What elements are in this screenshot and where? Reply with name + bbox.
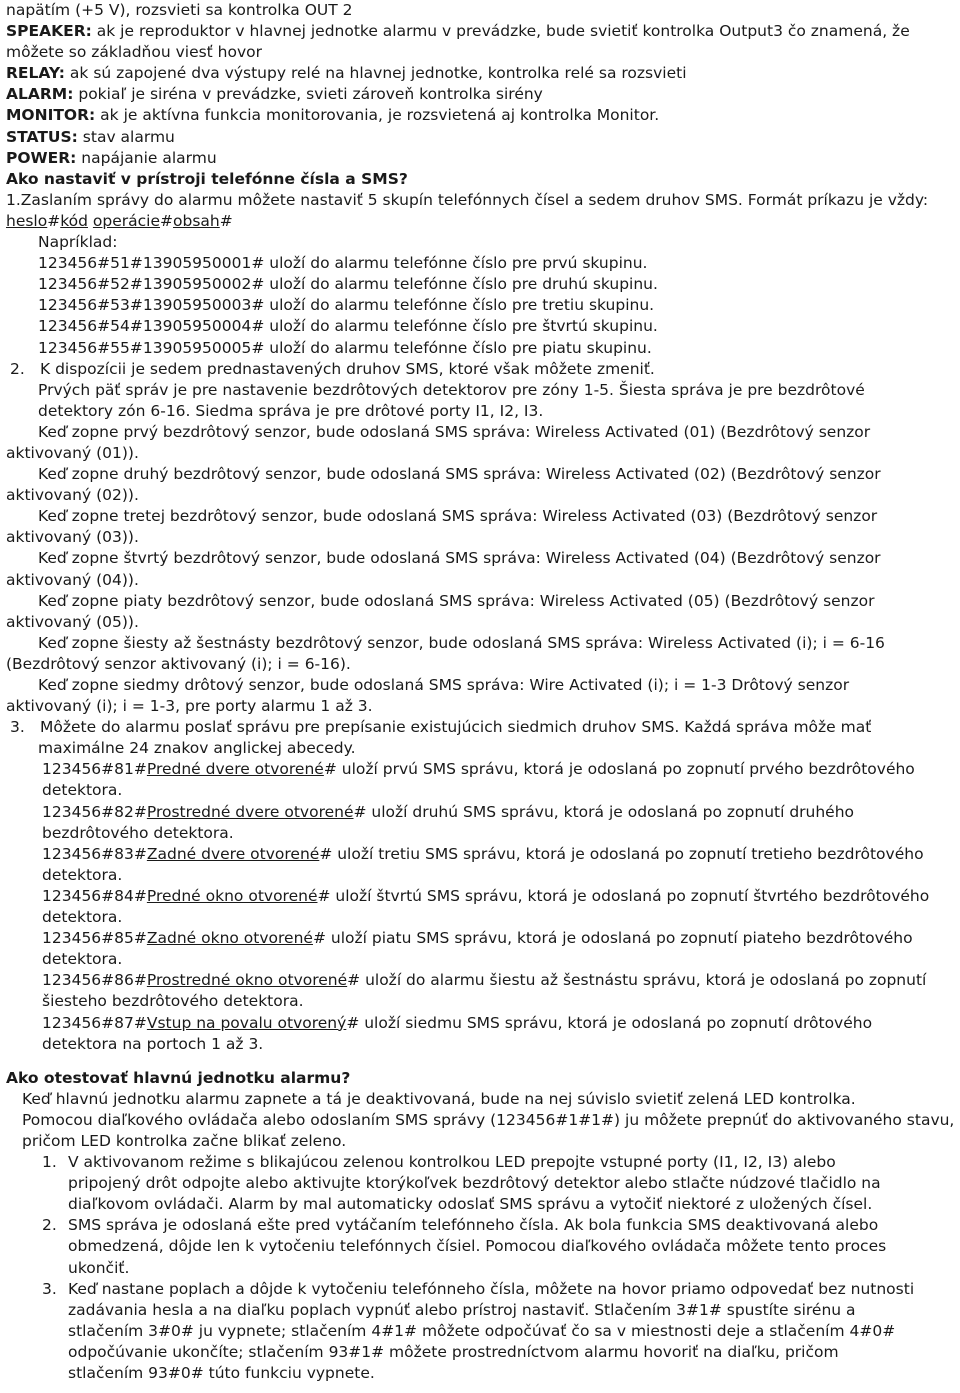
sms-command-cont: detektora. bbox=[42, 781, 123, 800]
item-text: V aktivovanom režime s blikajúcou zelenou kontrolkou LED prepojte vstupné porty (I1, I2, I3) alebo bbox=[68, 1153, 836, 1172]
item-text: Keď nastane poplach a dôjde k vytočeniu telefónneho čísla, môžete na hovor priamo odpovedať bez nutnosti bbox=[68, 1279, 915, 1298]
list-item-3 bbox=[6, 717, 954, 738]
sensor-line-cont: aktivovaný (03)). bbox=[6, 528, 139, 547]
sms-command bbox=[6, 970, 954, 991]
test-item-3 bbox=[6, 1279, 954, 1300]
legend-speaker-cont bbox=[6, 42, 954, 63]
command-prefix: 123456#81# bbox=[42, 760, 147, 779]
legend-relay bbox=[6, 63, 954, 84]
command-message: Predné okno otvorené bbox=[146, 886, 318, 905]
sms-command-cont: detektora. bbox=[42, 950, 123, 969]
text: napätím (+5 V), rozsvieti sa kontrolka OUT 2 bbox=[6, 1, 353, 19]
item-text-line: pripojený drôt odpojte alebo aktivujte ktorýkoľvek bezdrôtový detektor alebo stlačte núdzové tlačidlo na bbox=[68, 1174, 881, 1193]
sensor-line: Keď zopne šiesty až šestnásty bezdrôtový senzor, bude odoslaná SMS správa: Wireless Activated (i); i = 6-16 bbox=[38, 633, 885, 652]
sensor-line-cont: aktivovaný (i); i = 1-3, pre porty alarmu 1 až 3. bbox=[6, 697, 373, 716]
test-item-2 bbox=[6, 1215, 954, 1236]
sensor-line: Keď zopne siedmy drôtový senzor, bude odoslaná SMS správa: Wire Activated (i); i = 1-3 Drôtový senzor bbox=[38, 676, 850, 694]
sms-command bbox=[6, 759, 954, 780]
section-heading-phone-sms: Ako nastaviť v prístroji telefónne čísla a SMS? bbox=[6, 169, 408, 188]
command-desc: # uloží do alarmu šiestu až šestnástu správu, ktorá je odoslaná po zopnutí bbox=[347, 971, 927, 990]
legend-status bbox=[6, 127, 954, 148]
example-line: 123456#52#13905950002# uloží do alarmu telefónne číslo pre druhú skupinu. bbox=[38, 275, 658, 294]
list-item-1 bbox=[6, 190, 954, 211]
item-number: 2. bbox=[10, 359, 25, 378]
item-text-line: ukončiť. bbox=[68, 1258, 130, 1277]
legend-label: ALARM: bbox=[6, 85, 74, 104]
format-heslo: heslo bbox=[6, 211, 48, 230]
sms-command-cont: bezdrôtového detektora. bbox=[42, 823, 234, 842]
command-prefix: 123456#84# bbox=[42, 886, 147, 905]
command-prefix: 123456#83# bbox=[42, 844, 147, 863]
example-line: 123456#55#13905950005# uloží do alarmu telefónne číslo pre piatu skupinu. bbox=[38, 338, 652, 357]
test-item-1 bbox=[6, 1152, 954, 1173]
sms-command-cont: detektora. bbox=[42, 865, 123, 884]
command-desc: # uloží štvrtú SMS správu, ktorá je odoslaná po zopnutí štvrtého bezdrôtového bbox=[317, 886, 930, 905]
legend-speaker bbox=[6, 21, 954, 42]
legend-text: ak sú zapojené dva výstupy relé na hlavnej jednotke, kontrolka relé sa rozsvieti bbox=[65, 64, 687, 83]
command-message: Zadné okno otvorené bbox=[146, 929, 313, 948]
format-hash: # bbox=[219, 211, 233, 230]
legend-text: ak je aktívna funkcia monitorovania, je rozsvietená aj kontrolka Monitor. bbox=[95, 106, 660, 125]
command-message: Vstup na povalu otvorený bbox=[146, 1013, 347, 1032]
example-label: Napríklad: bbox=[38, 233, 118, 252]
item-number: 3. bbox=[10, 718, 25, 737]
command-desc: # uloží tretiu SMS správu, ktorá je odoslaná po zopnutí tretieho bezdrôtového bbox=[319, 844, 924, 863]
item-text-line: detektory zón 6-16. Siedma správa je pre drôtové porty I1, I2, I3. bbox=[38, 401, 544, 420]
command-desc: # uloží siedmu SMS správu, ktorá je odoslaná po zopnutí drôtového bbox=[346, 1013, 873, 1032]
text: môžete so základňou viesť hovor bbox=[6, 43, 263, 62]
legend-label: MONITOR: bbox=[6, 106, 96, 125]
list-item-2 bbox=[6, 359, 954, 380]
sensor-line: Keď zopne tretej bezdrôtový senzor, bude odoslaná SMS správa: Wireless Activated (03) (Bezdrôtový senzor bbox=[38, 507, 878, 526]
sms-command bbox=[6, 844, 954, 865]
format-operacie: operácie bbox=[92, 211, 161, 230]
legend-text: stav alarmu bbox=[77, 127, 175, 146]
format-kod: kód bbox=[60, 211, 88, 230]
legend-power bbox=[6, 148, 954, 169]
command-message: Predné dvere otvorené bbox=[146, 760, 324, 779]
command-prefix: 123456#85# bbox=[42, 929, 147, 948]
command-message: Prostredné dvere otvorené bbox=[146, 802, 354, 821]
legend-text: ak je reproduktor v hlavnej jednotke alarmu v prevádzke, bude svietiť kontrolka Output3 čo znamená, že bbox=[91, 22, 910, 41]
legend-text: pokiaľ je siréna v prevádzke, svieti zároveň kontrolka sirény bbox=[73, 85, 543, 104]
format-hash: # bbox=[160, 211, 174, 230]
example-line: 123456#53#13905950003# uloží do alarmu telefónne číslo pre tretiu skupinu. bbox=[38, 296, 655, 315]
legend-label: SPEAKER: bbox=[6, 22, 92, 41]
command-format bbox=[6, 211, 954, 232]
legend-label: POWER: bbox=[6, 148, 77, 167]
legend-monitor bbox=[6, 105, 954, 126]
legend-text: napájanie alarmu bbox=[76, 148, 217, 167]
sensor-line-cont: aktivovaný (05)). bbox=[6, 612, 139, 631]
sensor-line-cont: aktivovaný (01)). bbox=[6, 443, 139, 462]
sms-command-cont: detektora na portoch 1 až 3. bbox=[42, 1034, 264, 1053]
command-desc: # uloží prvú SMS správu, ktorá je odoslaná po zopnutí prvého bezdrôtového bbox=[323, 760, 915, 779]
format-obsah: obsah bbox=[173, 211, 220, 230]
item-text: K dispozícii je sedem prednastavených druhov SMS, ktoré však môžete zmeniť. bbox=[40, 359, 655, 378]
sensor-line: Keď zopne piaty bezdrôtový senzor, bude odoslaná SMS správa: Wireless Activated (05) (Bezdrôtový senzor bbox=[38, 591, 875, 610]
item-text-line: zadávania hesla a na diaľku poplach vypnúť alebo prístroj nastaviť. Stlačením 3#1# spustíte sirénu a bbox=[68, 1300, 856, 1319]
command-message: Zadné dvere otvorené bbox=[146, 844, 320, 863]
command-message: Prostredné okno otvorené bbox=[146, 971, 348, 990]
legend-alarm bbox=[6, 84, 954, 105]
sms-command-cont: šiesteho bezdrôtového detektora. bbox=[42, 992, 304, 1011]
item-text-line: diaľkovom ovládači. Alarm by mal automaticky odoslať SMS správu a vytočiť niektoré z uložených čísel. bbox=[68, 1195, 873, 1214]
item-text: Zaslaním správy do alarmu môžete nastaviť 5 skupín telefónnych čísel a sedem druhov SMS. Formát príkazu je vždy: bbox=[20, 190, 929, 209]
section-heading-test: Ako otestovať hlavnú jednotku alarmu? bbox=[6, 1068, 351, 1087]
example-line: 123456#51#13905950001# uloží do alarmu telefónne číslo pre prvú skupinu. bbox=[38, 254, 648, 273]
paragraph-line: Pomocou diaľkového ovládača alebo odoslaním SMS správy (123456#1#1#) ju môžete prepnúť do aktivovaného stavu, bbox=[22, 1110, 955, 1129]
sms-command bbox=[6, 886, 954, 907]
example-line: 123456#54#13905950004# uloží do alarmu telefónne číslo pre štvrtú skupinu. bbox=[38, 317, 658, 336]
item-number: 1. bbox=[6, 190, 21, 209]
sensor-line: Keď zopne prvý bezdrôtový senzor, bude odoslaná SMS správa: Wireless Activated (01) (Bezdrôtový senzor bbox=[38, 422, 871, 441]
format-hash: # bbox=[47, 211, 61, 230]
item-number: 1. bbox=[42, 1153, 57, 1172]
item-text-line: stlačením 93#0# túto funkciu vypnete. bbox=[68, 1364, 375, 1382]
item-number: 3. bbox=[42, 1279, 57, 1298]
item-text-line: odpočúvanie ukončíte; stlačením 93#1# môžete prostredníctvom alarmu hovoriť na diaľku, pričom bbox=[68, 1342, 839, 1361]
command-prefix: 123456#87# bbox=[42, 1013, 147, 1032]
sensor-line-cont: aktivovaný (04)). bbox=[6, 570, 139, 589]
sensor-line-cont: (Bezdrôtový senzor aktivovaný (i); i = 6-16). bbox=[6, 654, 351, 673]
command-desc: # uloží piatu SMS správu, ktorá je odoslaná po zopnutí piateho bezdrôtového bbox=[312, 929, 913, 948]
command-prefix: 123456#82# bbox=[42, 802, 147, 821]
item-text-line: obmedzená, dôjde len k vytočeniu telefónnych čísiel. Pomocou diaľkového ovládača môžete tento proces bbox=[68, 1237, 887, 1256]
paragraph-line: pričom LED kontrolka začne blikať zeleno. bbox=[22, 1131, 347, 1150]
sensor-line: Keď zopne druhý bezdrôtový senzor, bude odoslaná SMS správa: Wireless Activated (02) (Bezdrôtový senzor bbox=[38, 465, 881, 484]
sensor-line: Keď zopne štvrtý bezdrôtový senzor, bude odoslaná SMS správa: Wireless Activated (04) (Bezdrôtový senzor bbox=[38, 549, 881, 568]
item-number: 2. bbox=[42, 1216, 57, 1235]
item-text-line: Prvých päť správ je pre nastavenie bezdrôtových detektorov pre zóny 1-5. Šiesta správa je pre bezdrôtové bbox=[38, 380, 865, 399]
command-prefix: 123456#86# bbox=[42, 971, 147, 990]
item-text-line: maximálne 24 znakov anglickej abecedy. bbox=[38, 739, 356, 758]
command-desc: # uloží druhú SMS správu, ktorá je odoslaná po zopnutí druhého bbox=[353, 802, 855, 821]
intro-line bbox=[6, 0, 954, 21]
legend-label: RELAY: bbox=[6, 64, 65, 83]
sms-command-cont: detektora. bbox=[42, 908, 123, 927]
sms-command bbox=[6, 802, 954, 823]
sms-command bbox=[6, 928, 954, 949]
paragraph-line: Keď hlavnú jednotku alarmu zapnete a tá je deaktivovaná, bude na nej súvislo svietiť zelená LED kontrolka. bbox=[22, 1089, 856, 1108]
item-text-line: stlačením 3#0# ju vypnete; stlačením 4#1# môžete odpočúvať čo sa v miestnosti deje a stlačením 4#0# bbox=[68, 1321, 896, 1340]
spacer bbox=[6, 1055, 954, 1068]
sms-command bbox=[6, 1013, 954, 1034]
item-text: SMS správa je odoslaná ešte pred vytáčaním telefónneho čísla. Ak bola funkcia SMS deaktivovaná alebo bbox=[68, 1216, 879, 1235]
sensor-line-cont: aktivovaný (02)). bbox=[6, 486, 139, 505]
legend-label: STATUS: bbox=[6, 127, 78, 146]
item-text: Môžete do alarmu poslať správu pre prepísanie existujúcich siedmich druhov SMS. Každá správa môže mať bbox=[40, 718, 872, 737]
